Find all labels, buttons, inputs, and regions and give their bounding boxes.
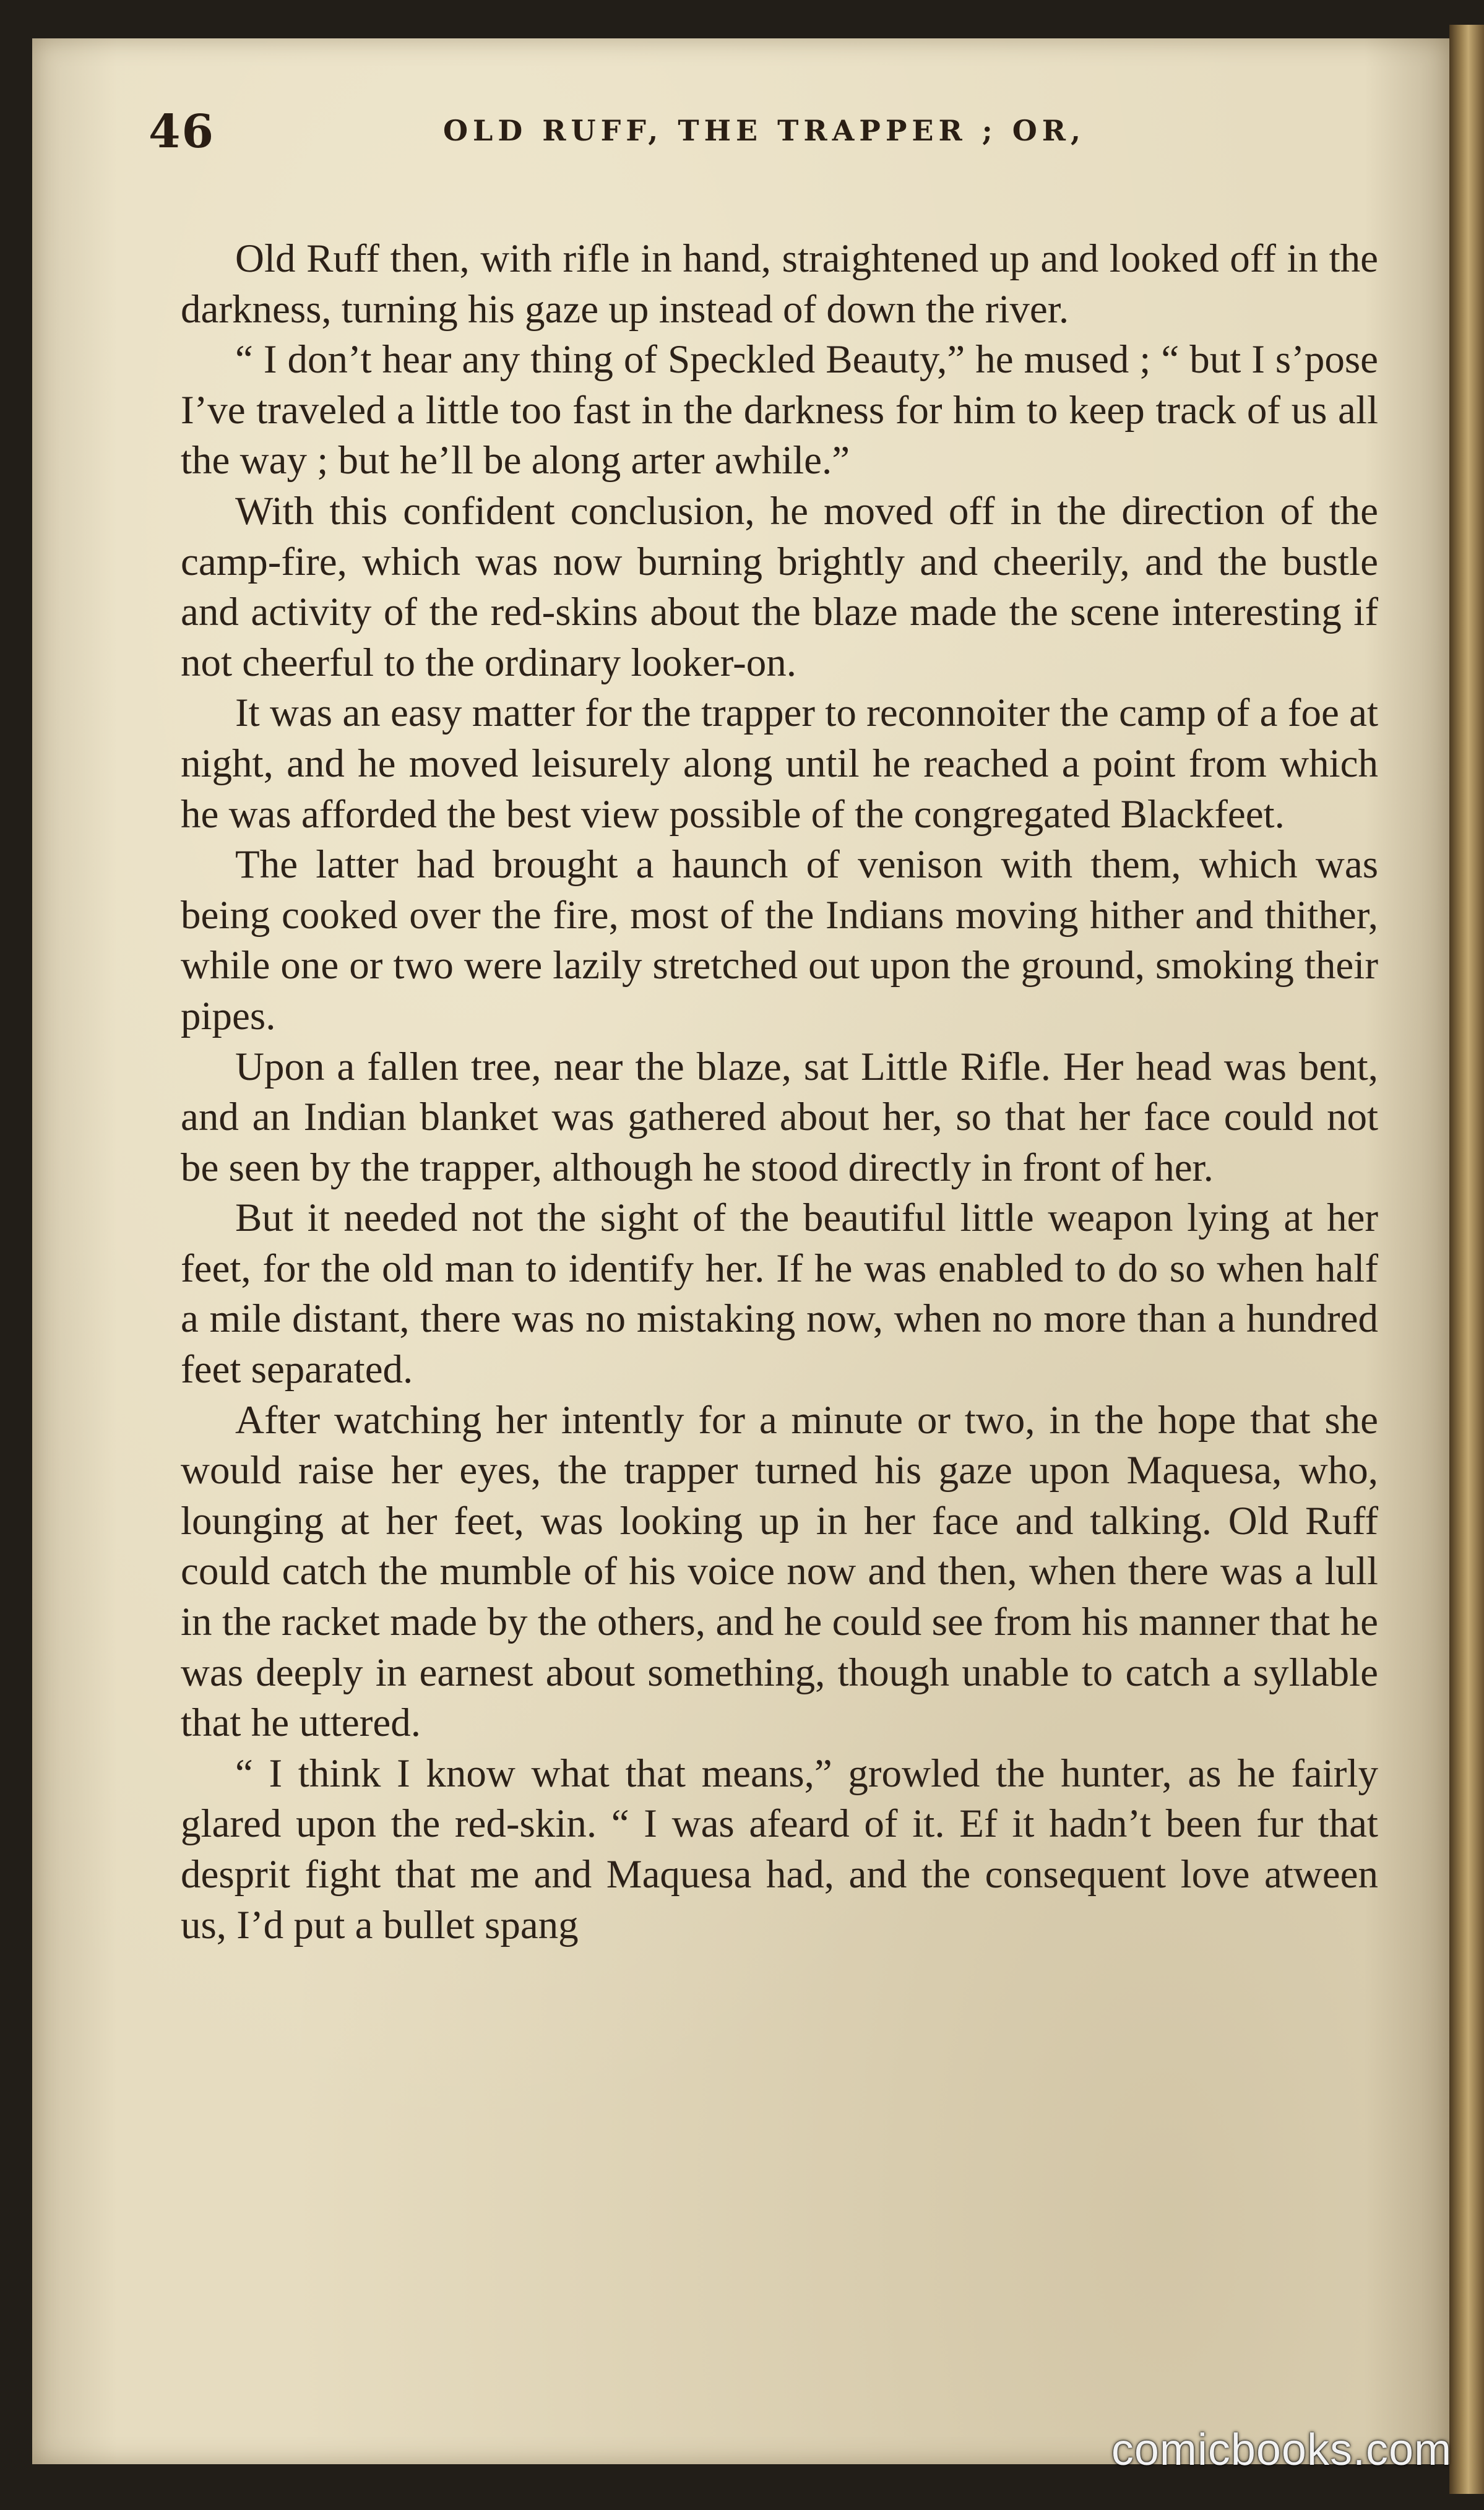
paragraph: It was an easy matter for the trapper to reconnoiter the camp of a foe at night, and he moved leisurely along until he reached a point from which he was afforded the best view possible of the congregated Blackfeet. xyxy=(181,691,1378,837)
body-text xyxy=(181,234,1378,1951)
page-number: 46 xyxy=(149,105,215,158)
paragraph: “ I don’t hear any thing of Speckled Beauty,” he mused ; “ but I s’pose I’ve traveled a little too fast in the darkness for him to keep track of us all the way ; but he’ll be along arter awhile.” xyxy=(181,337,1378,483)
paragraph: “ I think I know what that means,” growled the hunter, as he fairly glared upon the red-skin. “ I was afeard of it. Ef it hadn’t been fur that desprit fight that me and Maquesa had, and the consequent love atween us, I’d put a bullet spang xyxy=(181,1751,1378,1947)
paragraph: With this confident conclusion, he moved off in the direction of the camp-fire, which was now burning brightly and cheerily, and the bustle and activity of the red-skins about the blaze made the scene interesting if not cheerful to the ordinary looker-on. xyxy=(181,488,1378,685)
running-head xyxy=(149,105,1380,167)
paragraph: Old Ruff then, with rifle in hand, straightened up and looked off in the darkness, turning his gaze up instead of down the river. xyxy=(181,236,1378,332)
paragraph: But it needed not the sight of the beautiful little weapon lying at her feet, for the old man to identify her. If he was enabled to do so when half a mile distant, there was no mistaking now, when no more than a hundred feet separated. xyxy=(181,1196,1378,1392)
running-title: OLD RUFF, THE TRAPPER ; OR, xyxy=(442,114,1086,147)
paragraph: The latter had brought a haunch of venison with them, which was being cooked over the fire, most of the Indians moving hither and thither, while one or two were lazily stretched out upon the ground, smoking their pipes. xyxy=(181,842,1378,1038)
paragraph: After watching her intently for a minute or two, in the hope that she would raise her eyes, the trapper turned his gaze upon Maquesa, who, lounging at her feet, was looking up in her face and talking. Old Ruff could catch the mumble of his voice now and then, when there was a lull in the racket made by the others, and he could see from his manner that he was deeply in earnest about something, though unable to catch a syllable that he uttered. xyxy=(181,1397,1378,1746)
page-edge xyxy=(1449,25,1484,2494)
paragraph: Upon a fallen tree, near the blaze, sat Little Rifle. Her head was bent, and an Indian blanket was gathered about her, so that her face could not be seen by the trapper, although he stood directly in front of her. xyxy=(181,1044,1378,1190)
watermark: comicbooks.com xyxy=(1111,2425,1452,2475)
